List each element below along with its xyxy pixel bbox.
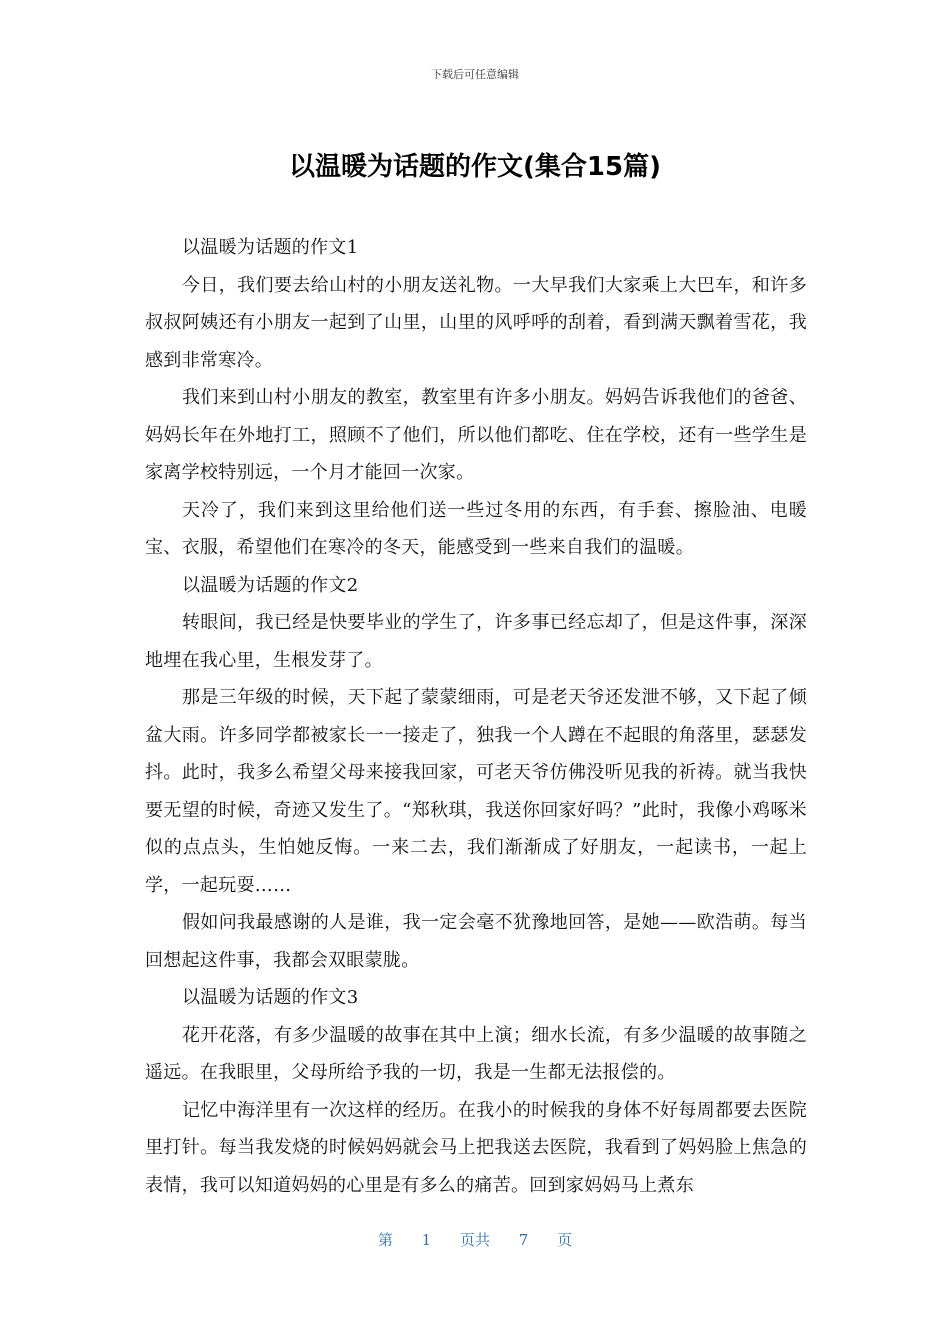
paragraph: 天冷了，我们来到这里给他们送一些过冬用的东西，有手套、擦脸油、电暖宝、衣服，希望他们在寒冷的冬天，能感受到一些来自我们的温暖。 [145,499,807,558]
header-note: 下载后可任意编辑 [431,68,519,81]
page-footer [0,1229,950,1250]
footer-total-pages: 7 [518,1231,529,1249]
footer-page-number: 1 [421,1231,432,1249]
document-title: 以温暖为话题的作文(集合15篇) [289,152,661,182]
footer-suffix: 页 [557,1231,573,1249]
paragraph: 花开花落，有多少温暖的故事在其中上演；细水长流，有多少温暖的故事随之遥远。在我眼里，父母所给予我的一切，我是一生都无法报偿的。 [145,1024,807,1083]
footer-middle: 页共 [459,1231,490,1249]
essay-heading-1: 以温暖为话题的作文1 [182,237,359,258]
essay-heading-2: 以温暖为话题的作文2 [182,574,359,596]
essay-heading-3: 以温暖为话题的作文3 [182,987,359,1008]
paragraph: 那是三年级的时候，天下起了蒙蒙细雨，可是老天爷还发泄不够，又下起了倾盆大雨。许多同学都被家长一一接走了，独我一个人蹲在不起眼的角落里，瑟瑟发抖。此时，我多么希望父母来接我回家，可老天爷仿佛没听见我的祈祷。就当我快要无望的时候，奇迹又发生了。“郑秋琪，我送你回家好吗？”此时，我像小鸡啄米似的点点头，生怕她反悔。一来二去，我们渐渐成了好朋友，一起读书，一起上学，一起玩耍…… [145,687,807,896]
document-body [145,229,807,1204]
paragraph: 假如问我最感谢的人是谁，我一定会毫不犹豫地回答，是她——欧浩萌。每当回想起这件事，我都会双眼蒙胧。 [145,912,807,971]
paragraph: 转眼间，我已经是快要毕业的学生了，许多事已经忘却了，但是这件事，深深地埋在我心里，生根发芽了。 [145,612,807,671]
paragraph: 今日，我们要去给山村的小朋友送礼物。一大早我们大家乘上大巴车，和许多叔叔阿姨还有小朋友一起到了山里，山里的风呼呼的刮着，看到满天飘着雪花，我感到非常寒冷。 [145,274,807,371]
footer-prefix: 第 [377,1231,393,1249]
paragraph: 记忆中海洋里有一次这样的经历。在我小的时候我的身体不好每周都要去医院里打针。每当我发烧的时候妈妈就会马上把我送去医院，我看到了妈妈脸上焦急的表情，我可以知道妈妈的心里是有多么的痛苦。回到家妈妈马上煮东 [145,1099,807,1196]
paragraph: 我们来到山村小朋友的教室，教室里有许多小朋友。妈妈告诉我他们的爸爸、妈妈长年在外地打工，照顾不了他们，所以他们都吃、住在学校，还有一些学生是家离学校特别远，一个月才能回一次家。 [145,387,807,483]
